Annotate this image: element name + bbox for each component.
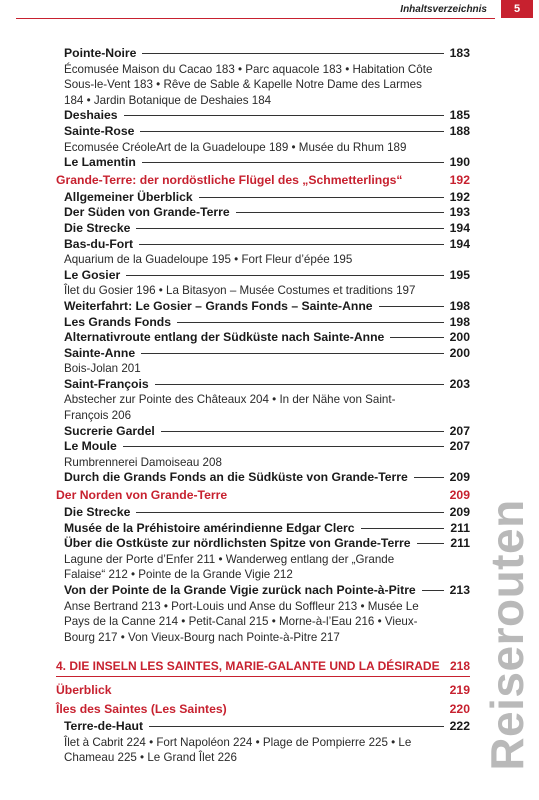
header-title: Inhaltsverzeichnis xyxy=(400,4,487,15)
toc-chapter[interactable] xyxy=(56,659,470,675)
toc-entry[interactable] xyxy=(56,521,470,537)
leader-line xyxy=(126,275,444,276)
toc-page-number: 200 xyxy=(449,330,470,345)
header-rule xyxy=(16,18,495,19)
toc-title: Terre-de-Haut xyxy=(64,718,144,733)
toc-entry[interactable] xyxy=(56,205,470,221)
toc-title: Deshaies xyxy=(64,108,118,123)
toc-title: Îles des Saintes (Les Saintes) xyxy=(56,701,227,716)
toc-page-number: 207 xyxy=(449,439,470,454)
toc-title: Überblick xyxy=(56,682,112,697)
toc-entry[interactable] xyxy=(56,108,470,124)
toc-subentry: Lagune der Porte d’Enfer 211 • Wanderweg entlang der „Grande xyxy=(64,552,395,566)
page-header xyxy=(0,0,539,22)
toc-entry[interactable] xyxy=(56,299,470,315)
leader-line xyxy=(199,197,444,198)
toc-page-number: 194 xyxy=(449,220,470,235)
toc-title: Der Süden von Grande-Terre xyxy=(64,205,230,220)
page-number-badge: 5 xyxy=(501,0,533,18)
toc-subentry: François 206 xyxy=(64,409,132,423)
leader-line xyxy=(123,446,444,447)
leader-line xyxy=(136,228,444,229)
toc-entry[interactable] xyxy=(56,330,470,346)
toc-entry[interactable] xyxy=(56,346,470,362)
toc-page-number: 220 xyxy=(449,701,470,716)
toc-entry[interactable] xyxy=(56,505,470,521)
toc-title: Le Moule xyxy=(64,439,117,454)
toc-subentry: Îlet du Gosier 196 • La Bitasyon – Musée Costumes et traditions 197 xyxy=(64,284,416,298)
leader-line xyxy=(177,322,444,323)
toc-page-number: 198 xyxy=(449,314,470,329)
toc-title: Die Strecke xyxy=(64,505,131,520)
toc-page-number: 192 xyxy=(449,172,470,187)
leader-line xyxy=(422,590,444,591)
toc-entry[interactable] xyxy=(56,268,470,284)
toc-title: Von der Pointe de la Grande Vigie zurück nach Pointe-à-Pitre xyxy=(64,583,416,597)
leader-line xyxy=(149,726,444,727)
toc-title: 4. DIE INSELN LES SAINTES, MARIE-GALANTE UND LA DÉSIRADE xyxy=(56,659,440,674)
toc-page-number: 200 xyxy=(449,345,470,360)
toc-page-number: 203 xyxy=(449,376,470,391)
toc-title: Weiterfahrt: Le Gosier – Grands Fonds – Sainte-Anne xyxy=(64,298,373,313)
toc-subentry: Abstecher zur Pointe des Châteaux 204 • In der Nähe von Saint- xyxy=(64,393,396,407)
toc-page-number: 190 xyxy=(449,155,470,170)
leader-line xyxy=(136,512,444,513)
toc-title: Le Lamentin xyxy=(64,155,136,170)
toc-page-number: 209 xyxy=(449,470,470,485)
toc-subentry: Ecomusée CréoleArt de la Guadeloupe 189 • Musée du Rhum 189 xyxy=(64,140,407,154)
leader-line xyxy=(139,244,444,245)
toc-title: Über die Ostküste zur nördlichsten Spitze von Grande-Terre xyxy=(64,536,411,551)
toc-title: Saint-François xyxy=(64,376,149,391)
toc-entry[interactable] xyxy=(56,583,470,599)
toc-title: Grande-Terre: der nordöstliche Flügel des „Schmetterlings“ xyxy=(56,172,403,187)
toc-page-number: 198 xyxy=(449,298,470,313)
toc-entry[interactable] xyxy=(56,190,470,206)
toc-entry[interactable] xyxy=(56,377,470,393)
toc-subentry: 184 • Jardin Botanique de Deshaies 184 xyxy=(64,93,272,107)
toc-entry[interactable] xyxy=(56,221,470,237)
toc-page-number: 195 xyxy=(449,267,470,282)
toc-subentry: Aquarium de la Guadeloupe 195 • Fort Fleur d’épée 195 xyxy=(64,253,353,267)
leader-line xyxy=(142,162,444,163)
toc-entry[interactable] xyxy=(56,155,470,171)
leader-line xyxy=(141,353,444,354)
toc-subentry: Sous-le-Vent 183 • Rêve de Sable & Kapelle Notre Dame des Larmes xyxy=(64,78,422,92)
toc-subentry: Chameau 225 • Le Grand Îlet 226 xyxy=(64,751,237,765)
toc-title: Die Strecke xyxy=(64,220,131,235)
toc-subentry: Rumbrennerei Damoiseau 208 xyxy=(64,455,222,469)
toc-title: Bas-du-Fort xyxy=(64,236,134,251)
leader-line xyxy=(142,53,444,54)
toc-subentry: Bois-Jolan 201 xyxy=(64,362,141,376)
toc-entry[interactable] xyxy=(56,536,470,552)
toc-title: Der Norden von Grande-Terre xyxy=(56,488,228,503)
table-of-contents xyxy=(56,46,470,766)
toc-entry[interactable] xyxy=(56,719,470,735)
toc-subentry: Falaise“ 212 • Pointe de la Grande Vigie 212 xyxy=(64,568,293,582)
side-label-text: Reiserouten xyxy=(481,499,533,771)
toc-section[interactable] xyxy=(56,681,470,700)
toc-page-number: 207 xyxy=(449,423,470,438)
leader-line xyxy=(124,115,444,116)
toc-title: Musée de la Préhistoire amérindienne Edgar Clerc xyxy=(64,520,355,535)
toc-page-number: 192 xyxy=(449,189,470,204)
toc-entry[interactable] xyxy=(56,439,470,455)
toc-page-number: 219 xyxy=(449,682,470,697)
toc-section[interactable] xyxy=(56,700,470,719)
toc-subentry: Anse Bertrand 213 • Port-Louis und Anse du Soffleur 213 • Musée Le xyxy=(64,599,419,613)
leader-line xyxy=(417,543,444,544)
toc-page-number: 211 xyxy=(450,536,470,551)
toc-subentry: Bourg 217 • Von Vieux-Bourg nach Pointe-à-Pitre 217 xyxy=(64,630,340,644)
toc-title: Le Gosier xyxy=(64,267,121,282)
leader-line xyxy=(379,306,444,307)
chapter-rule xyxy=(56,676,470,677)
toc-entry[interactable] xyxy=(56,124,470,140)
toc-entry[interactable] xyxy=(56,315,470,331)
toc-section[interactable] xyxy=(56,486,470,505)
toc-page-number: 193 xyxy=(449,205,470,220)
toc-subentry: Pays de la Canne 214 • Petit-Canal 215 • Morne-à-l’Eau 216 • Vieux- xyxy=(64,615,418,629)
toc-page-number: 211 xyxy=(450,520,470,535)
toc-title: Sainte-Anne xyxy=(64,345,136,360)
leader-line xyxy=(390,337,444,338)
toc-page-number: 188 xyxy=(449,123,470,138)
toc-page-number: 194 xyxy=(449,236,470,251)
toc-title: Sucrerie Gardel xyxy=(64,423,155,438)
toc-title: Les Grands Fonds xyxy=(64,314,171,329)
toc-page-number: 183 xyxy=(449,46,470,60)
toc-page-number: 213 xyxy=(449,583,470,597)
leader-line xyxy=(236,212,444,213)
toc-subentry: Écomusée Maison du Cacao 183 • Parc aquacole 183 • Habitation Côte xyxy=(64,62,433,76)
toc-subentry: Îlet à Cabrit 224 • Fort Napoléon 224 • Plage de Pompierre 225 • Le xyxy=(64,735,412,749)
leader-line xyxy=(140,131,444,132)
toc-entry[interactable] xyxy=(56,424,470,440)
toc-entry[interactable] xyxy=(56,470,470,486)
toc-title: Alternativroute entlang der Südküste nach Sainte-Anne xyxy=(64,330,385,345)
toc-section[interactable] xyxy=(56,171,470,190)
leader-line xyxy=(161,431,444,432)
toc-page-number: 222 xyxy=(449,718,470,733)
toc-title: Durch die Grands Fonds an die Südküste von Grande-Terre xyxy=(64,470,408,485)
leader-line xyxy=(414,477,444,478)
toc-entry[interactable] xyxy=(56,46,470,62)
toc-page-number: 209 xyxy=(449,505,470,520)
toc-title: Sainte-Rose xyxy=(64,123,135,138)
leader-line xyxy=(155,384,444,385)
toc-title: Allgemeiner Überblick xyxy=(64,189,193,204)
toc-entry[interactable] xyxy=(56,237,470,253)
toc-page-number: 209 xyxy=(449,488,470,503)
side-section-label xyxy=(477,499,537,771)
toc-title: Pointe-Noire xyxy=(64,46,137,60)
leader-line xyxy=(361,528,444,529)
toc-page-number: 185 xyxy=(449,108,470,123)
toc-page-number: 218 xyxy=(449,659,470,674)
